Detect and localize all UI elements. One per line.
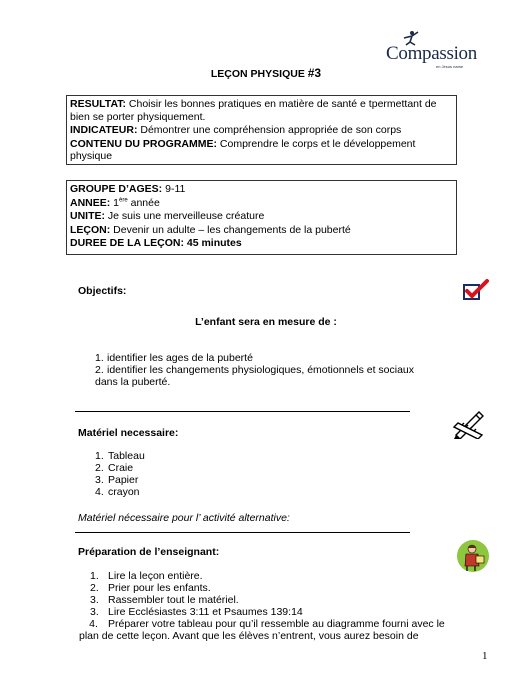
- item-text: Tableau: [108, 450, 145, 462]
- contenu-text: Comprendre le corps et le développement physique: [70, 137, 416, 162]
- item-text: Lire Ecclésiastes 3:11 et Psaumes 139:14: [108, 606, 303, 618]
- logo-wordmark: Compassion: [386, 43, 477, 64]
- lesson-number: #3: [307, 66, 322, 80]
- item-number: 2.: [95, 364, 104, 376]
- logo-tagline: en Jésus name: [436, 64, 464, 69]
- resultat-line: [70, 98, 453, 123]
- resultat-text: Choisir les bonnes pratiques en matière de santé e tpermettant de bien se porter physiquement.: [70, 98, 437, 123]
- resultat-label: RESULTAT:: [70, 98, 126, 110]
- item-number: 4.: [89, 618, 98, 630]
- objectifs-heading: Objectifs:: [78, 285, 127, 297]
- preparation-list: [79, 570, 450, 642]
- list-item: [95, 450, 145, 462]
- objectifs-intro: L’enfant sera en mesure de :: [195, 316, 337, 328]
- title-text: LEÇON PHYSIQUE: [210, 68, 308, 80]
- groupe-label: GROUPE D’AGES:: [70, 183, 163, 195]
- lesson-info-box: [66, 180, 457, 255]
- checkbox-check-icon: [463, 279, 489, 301]
- outcomes-box: [66, 95, 457, 165]
- list-item: [95, 352, 425, 364]
- item-text: Préparer votre tableau pour qu’il ressemble au diagramme fourni avec le plan de cette leçon. Avant que les élèves n’entrent, vous aurez besoin de: [79, 618, 445, 642]
- divider: [75, 532, 410, 533]
- teacher-icon: [455, 538, 491, 574]
- duree-value: 45 minutes: [183, 237, 242, 249]
- list-item: [95, 364, 425, 388]
- item-number: 2.: [95, 462, 104, 474]
- item-text: Rassembler tout le matériel.: [108, 594, 239, 606]
- indicateur-text: Démontrer une compréhension appropriée de son corps: [137, 124, 402, 136]
- item-number: 2.: [90, 582, 99, 594]
- annee-line: [70, 197, 453, 210]
- groupe-line: [70, 183, 453, 196]
- list-item: [90, 582, 450, 594]
- contenu-line: [70, 138, 453, 163]
- item-text: Prier pour les enfants.: [108, 582, 211, 594]
- item-text: identifier les ages de la puberté: [107, 352, 253, 364]
- list-item: [90, 606, 450, 618]
- indicateur-line: [70, 124, 453, 137]
- item-number: 1.: [95, 352, 104, 364]
- divider: [75, 411, 410, 412]
- materiel-list: [95, 450, 145, 498]
- contenu-label: CONTENU DU PROGRAMME:: [70, 137, 217, 150]
- groupe-value: 9-11: [162, 183, 186, 195]
- duree-line: [70, 237, 453, 250]
- lecon-line: [70, 224, 453, 237]
- preparation-heading: Préparation de l’enseignant:: [78, 546, 220, 558]
- item-text: identifier les changements physiologiques, émotionnels et sociaux dans la puberté.: [95, 364, 415, 388]
- compassion-logo: [386, 30, 482, 70]
- item-number: 3.: [90, 606, 99, 618]
- item-text: Lire la leçon entière.: [108, 570, 203, 582]
- list-item: [90, 594, 450, 606]
- annee-label: ANNEE:: [70, 196, 111, 209]
- item-number: 3.: [90, 594, 99, 606]
- alternative-materials: Matériel nécessaire pour l’ activité alternative:: [78, 512, 290, 524]
- item-text: Craie: [108, 462, 134, 474]
- unite-value: Je suis une merveilleuse créature: [105, 210, 265, 222]
- duree-label: DUREE DE LA LEÇON:: [70, 237, 184, 249]
- indicateur-label: INDICATEUR:: [70, 124, 138, 136]
- annee-sup: ère: [119, 197, 128, 203]
- list-item: [95, 486, 145, 498]
- annee-value: 1: [110, 196, 120, 209]
- materiel-heading: Matériel necessaire:: [78, 427, 179, 439]
- pencil-ruler-icon: [452, 409, 486, 439]
- page-number: 1: [482, 650, 488, 662]
- unite-label: UNITE:: [70, 210, 105, 222]
- item-text: Papier: [108, 474, 139, 486]
- unite-line: [70, 210, 453, 223]
- list-item: [90, 570, 450, 582]
- list-item: [79, 618, 450, 642]
- item-number: 1.: [90, 570, 99, 582]
- page-title: [0, 66, 532, 80]
- item-number: 3.: [95, 474, 104, 486]
- item-text: crayon: [108, 486, 140, 498]
- objectifs-list: [95, 352, 425, 364]
- item-number: 4.: [95, 486, 104, 498]
- lecon-label: LEÇON:: [70, 223, 111, 236]
- list-item: [95, 474, 145, 486]
- item-number: 1.: [95, 450, 104, 462]
- lecon-value: Devenir un adulte – les changements de la puberté: [110, 223, 351, 236]
- list-item: [95, 462, 145, 474]
- annee-value-post: année: [127, 196, 160, 209]
